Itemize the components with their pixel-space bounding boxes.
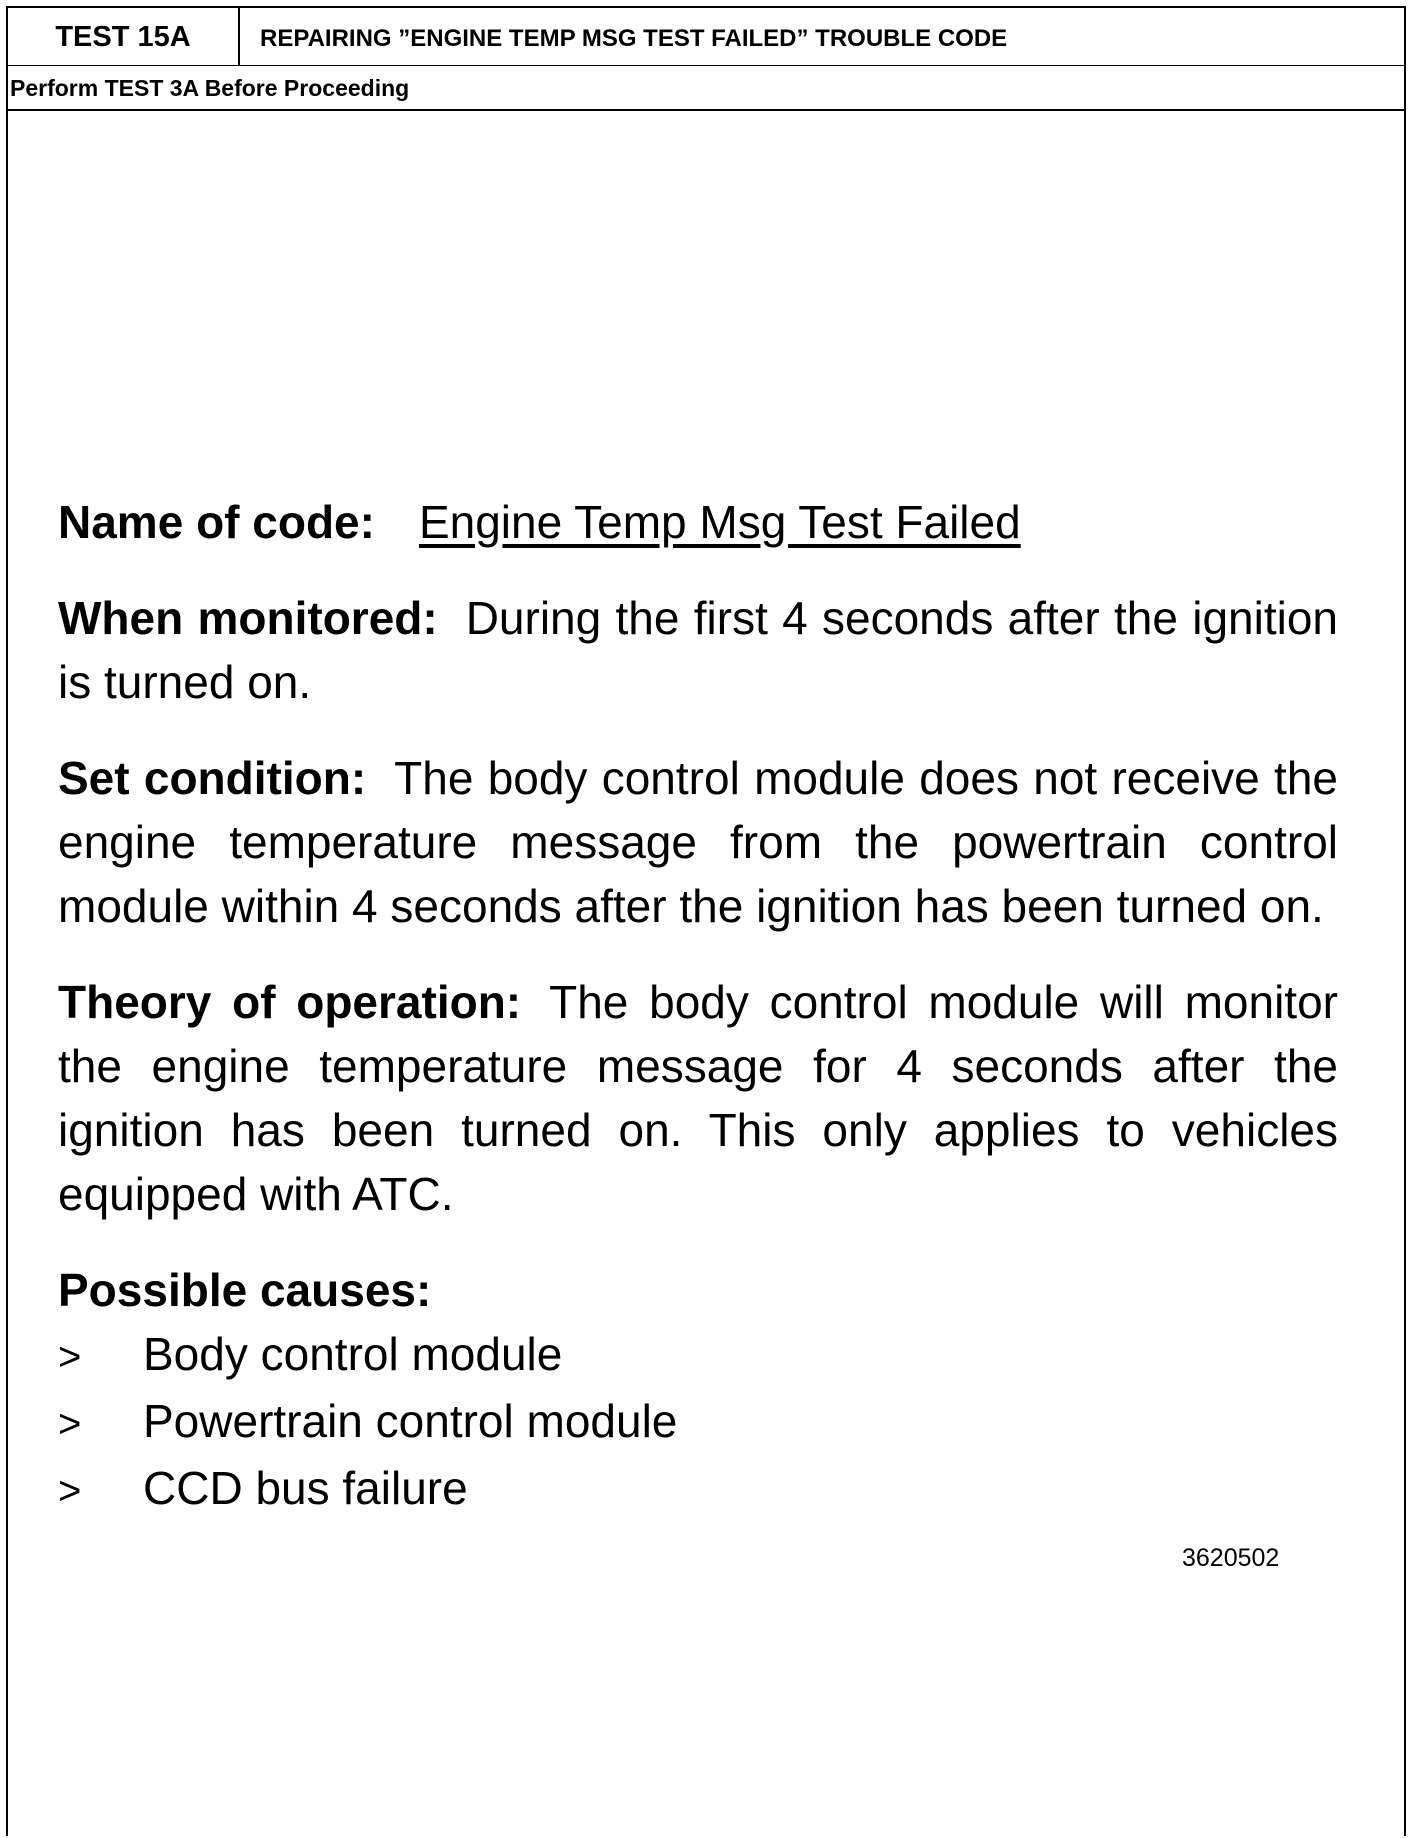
cause-item [58,1456,1338,1523]
when-monitored-section [58,586,1338,714]
prerequisite-note: Perform TEST 3A Before Proceeding [8,66,1404,111]
set-condition-label: Set condition: [58,752,367,804]
name-of-code-value: Engine Temp Msg Test Failed [418,496,1021,548]
possible-causes-list [58,1322,1338,1523]
theory-of-operation-label: Theory of operation: [58,976,522,1028]
name-of-code-section [58,490,1338,554]
set-condition-text: The body control module does not receive the engine temperature message from the powertrain control module within 4 seconds after the ignition has been turned on. [58,752,1338,932]
cause-item [58,1322,1338,1389]
cause-item [58,1389,1338,1456]
theory-of-operation-text: The body control module will monitor the engine temperature message for 4 seconds after the ignition has been turned on. This only applies to vehicles equipped with ATC. [58,976,1338,1220]
code-description [58,490,1338,1523]
name-of-code-label: Name of code: [58,496,375,548]
theory-of-operation-section [58,970,1338,1226]
cause-text: Powertrain control module [143,1395,678,1447]
test-title: REPAIRING ”ENGINE TEMP MSG TEST FAILED” TROUBLE CODE [260,25,1008,52]
set-condition-section [58,746,1338,938]
when-monitored-text: During the first 4 seconds after the ignition is turned on. [58,592,1338,708]
cause-text: Body control module [143,1328,563,1380]
chevron-right-icon: > [58,1335,82,1379]
chevron-right-icon: > [58,1402,82,1446]
header-row [8,8,1404,66]
test-id: TEST 15A [8,8,240,66]
when-monitored-label: When monitored: [58,592,438,644]
cause-text: CCD bus failure [143,1462,468,1514]
possible-causes-label: Possible causes: [58,1264,432,1316]
chevron-right-icon: > [58,1469,82,1513]
figure-number: 3620502 [1182,1544,1280,1572]
